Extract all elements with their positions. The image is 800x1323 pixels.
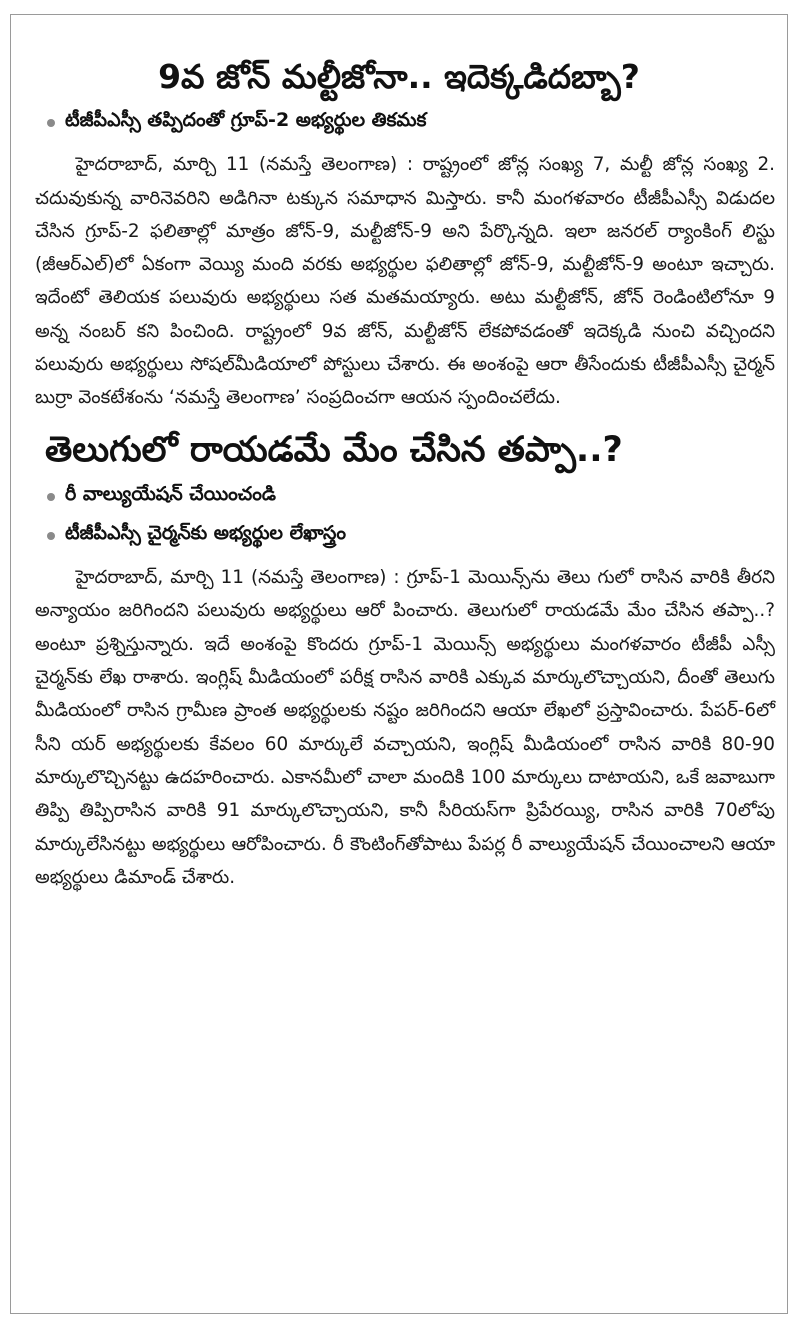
bullet-dot-icon: [47, 119, 55, 127]
article2-body: హైదరాబాద్, మార్చి 11 (నమస్తే తెలంగాణ) : గ్రూప్-1 మెయిన్స్‌ను తెలు గులో రాసిన వారికి తీరని అన్యాయం జరిగిందని పలువురు అభ్యర్థులు ఆరో పించారు. తెలుగులో రాయడమే మేం చేసిన తప్పా..? అంటూ ప్రశ్నిస్తున్నారు. ఇదే అంశంపై కొందరు గ్రూప్-1 మెయిన్స్ అభ్యర్థులు మంగళవారం టీజీపీ ఎస్సీ చైర్మన్‌కు లేఖ రాశారు. ఇంగ్లిష్ మీడియంలో పరీక్ష రాసిన వారికి ఎక్కువ మార్కులొచ్చాయని, దీంతో తెలుగు మీడియంలో రాసిన గ్రామీణ ప్రాంత అభ్యర్థులకు నష్టం జరిగిందని ఆయా లేఖలో ప్రస్తావించారు. పేపర్-6లో సీని యర్ అభ్యర్థులకు కేవలం 60 మార్కులే వచ్చాయని, ఇంగ్లిష్ మీడియంలో రాసిన వారికి 80-90 మార్కులొచ్చినట్టు ఉదహరించారు. ఎకానమీలో చాలా మందికి 100 మార్కులు దాటాయని, ఒకే జవాబుగా తిప్పి తిప్పిరాసిన వారికి 91 మార్కులొచ్చాయని, కానీ సీరియస్‌గా ప్రిపేరయ్యి, రాసిన వారికి 70లోపు మార్కులేసినట్టు అభ్యర్థులు ఆరోపించారు. రీ కౌంటింగ్‌తోపాటు పేపర్ల రీ వాల్యుయేషన్ చేయించాలని ఆయా అభ్యర్థులు డిమాండ్ చేశారు.: [35, 567, 775, 888]
article-telugu-medium: [11, 431, 787, 894]
subhead-text: టీజీపీఎస్సీ చైర్మన్‌కు అభ్యర్థుల లేఖాస్త్రం: [65, 522, 346, 545]
bullet-dot-icon: [47, 493, 55, 501]
article2-headline: తెలుగులో రాయడమే మేం చేసిన తప్పా..?: [45, 429, 623, 470]
subhead-item: [47, 483, 787, 510]
article2-subheads: [11, 483, 787, 549]
newspaper-clipping: [10, 14, 788, 1314]
article1-body: హైదరాబాద్, మార్చి 11 (నమస్తే తెలంగాణ) : రాష్ట్రంలో జోన్ల సంఖ్య 7, మల్టీ జోన్ల సంఖ్య 2. చదువుకున్న వారినెవరిని అడిగినా టక్కున సమాధాన మిస్తారు. కానీ మంగళవారం టీజీపీఎస్సీ విడుదల చేసిన గ్రూప్-2 ఫలితాల్లో మాత్రం జోన్-9, మల్టీజోన్-9 అని పేర్కొన్నది. ఇలా జనరల్ ర్యాంకింగ్ లిస్టు (జీఆర్ఎల్)లో ఏకంగా వెయ్యి మంది వరకు అభ్యర్థుల ఫలితాల్లో జోన్-9, మల్టీజోన్-9 అంటూ ఇచ్చారు. ఇదేంటో తెలియక పలువురు అభ్యర్థులు సత మతమయ్యారు. అటు మల్టీజోన్, జోన్ రెండింటిలోనూ 9 అన్న నంబర్ కని పించింది. రాష్ట్రంలో 9వ జోన్, మల్టీజోన్ లేకపోవడంతో ఇదెక్కడి నుంచి వచ్చిందని పలువురు అభ్యర్థులు సోషల్‌మీడియాలో పోస్టులు చేశారు. ఈ అంశంపై ఆరా తీసేందుకు టీజీపీఎస్సీ చైర్మన్ బుర్రా వెంకటేశంను ‘నమస్తే తెలంగాణ’ సంప్రదించగా ఆయన స్పందించలేదు.: [35, 154, 775, 409]
subhead-item: [47, 522, 787, 549]
article1-subheads: [11, 109, 787, 136]
article1-headline: 9వ జోన్ మల్టీజోనా.. ఇదెక్కడిదబ్బా?: [158, 57, 640, 96]
article-zone-9: [11, 59, 787, 415]
subhead-item: [47, 109, 787, 136]
subhead-text: టీజీపీఎస్సీ తప్పిదంతో గ్రూప్-2 అభ్యర్థుల తికమక: [65, 109, 427, 132]
bullet-dot-icon: [47, 532, 55, 540]
subhead-text: రీ వాల్యుయేషన్ చేయించండి: [65, 483, 276, 506]
